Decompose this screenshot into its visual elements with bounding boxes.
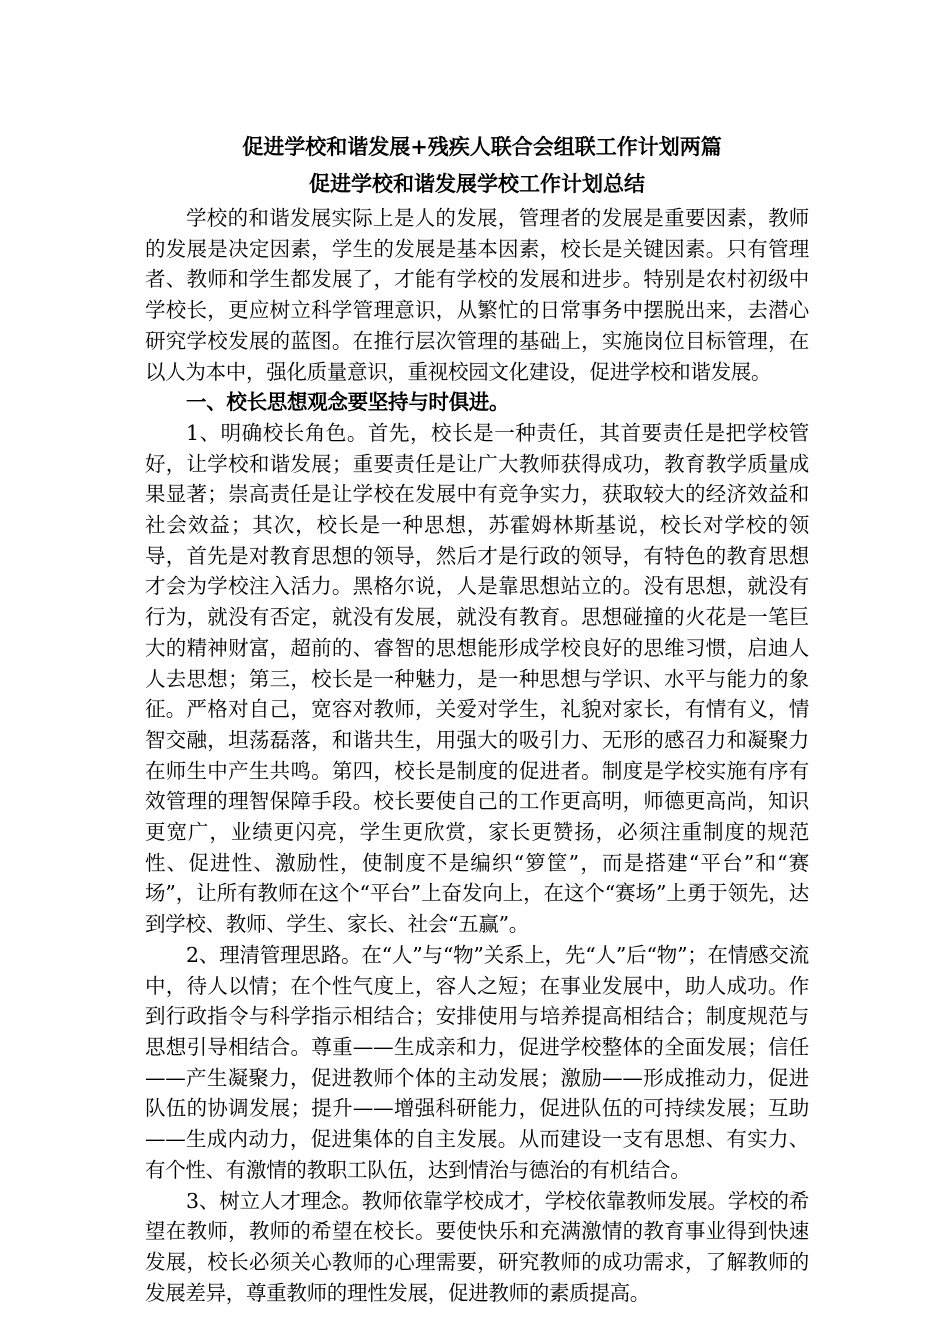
document-title: 促进学校和谐发展+残疾人联合会组联工作计划两篇	[242, 134, 722, 159]
paragraph-management-ideas: 2、理清管理思路。在“人”与“物”关系上，先“人”后“物”；在情感交流中，待人以情；在个性气度上，容人之短；在事业发展中，助人成功。作到行政指令与科学指示相结合；安排使用与培养提高相结合；制度规范与思想引导相结合。尊重——生成亲和力，促进学校整体的全面发展；信任——产生凝聚力，促进教师个体的主动发展；激励——形成推动力，促进队伍的协调发展；提升——增强科研能力，促进队伍的可持续发展；互助——生成内动力，促进集体的自主发展。从而建设一支有思想、有实力、有个性、有激情的教职工队伍，达到情治与德治的有机结合。	[145, 942, 809, 1182]
document-body	[145, 203, 809, 1308]
intro-paragraph: 学校的和谐发展实际上是人的发展，管理者的发展是重要因素，教师的发展是决定因素，学生的发展是基本因素，校长是关键因素。只有管理者、教师和学生都发展了，才能有学校的发展和进步。特别是农村初级中学校长，更应树立科学管理意识，从繁忙的日常事务中摆脱出来，去潜心研究学校发展的蓝图。在推行层次管理的基础上，实施岗位目标管理，在以人为本中，强化质量意识，重视校园文化建设，促进学校和谐发展。	[145, 206, 809, 384]
section-heading: 一、校长思想观念要坚持与时俱进。	[186, 390, 510, 415]
paragraph-talent-concept: 3、树立人才理念。教师依靠学校成才，学校依靠教师发展。学校的希望在教师，教师的希望在校长。要使快乐和充满激情的教育事业得到快速发展，校长必须关心教师的心理需要，研究教师的成功需求，了解教师的发展差异，尊重教师的理性发展，促进教师的素质提高。	[145, 1188, 809, 1305]
document-subtitle: 促进学校和谐发展学校工作计划总结	[309, 171, 645, 196]
paragraph-principal-role: 1、明确校长角色。首先，校长是一种责任，其首要责任是把学校管好，让学校和谐发展；重要责任是让广大教师获得成功，教育教学质量成果显著；崇高责任是让学校在发展中有竞争实力，获取较大的经济效益和社会效益；其次，校长是一种思想，苏霍姆林斯基说，校长对学校的领导，首先是对教育思想的领导，然后才是行政的领导，有特色的教育思想才会为学校注入活力。黑格尔说，人是靠思想站立的。没有思想，就没有行为，就没有否定，就没有发展，就没有教育。思想碰撞的火花是一笔巨大的精神财富，超前的、睿智的思想能形成学校良好的思维习惯，启迪人人去思想；第三，校长是一种魅力，是一种思想与学识、水平与能力的象征。严格对自己，宽容对教师，关爱对学生，礼貌对家长，有情有义，情智交融，坦荡磊落，和谐共生，用强大的吸引力、无形的感召力和凝聚力在师生中产生共鸣。第四，校长是制度的促进者。制度是学校实施有序有效管理的理智保障手段。校长要使自己的工作更高明，师德更高尚，知识更宽广，业绩更闪亮，学生更欣赏，家长更赞扬，必须注重制度的规范性、促进性、激励性，使制度不是编织“箩筐”，而是搭建“平台”和“赛场”，让所有教师在这个“平台”上奋发向上，在这个“赛场”上勇于领先，达到学校、教师、学生、家长、社会“五赢”。	[145, 420, 809, 937]
document-page	[145, 128, 809, 1308]
